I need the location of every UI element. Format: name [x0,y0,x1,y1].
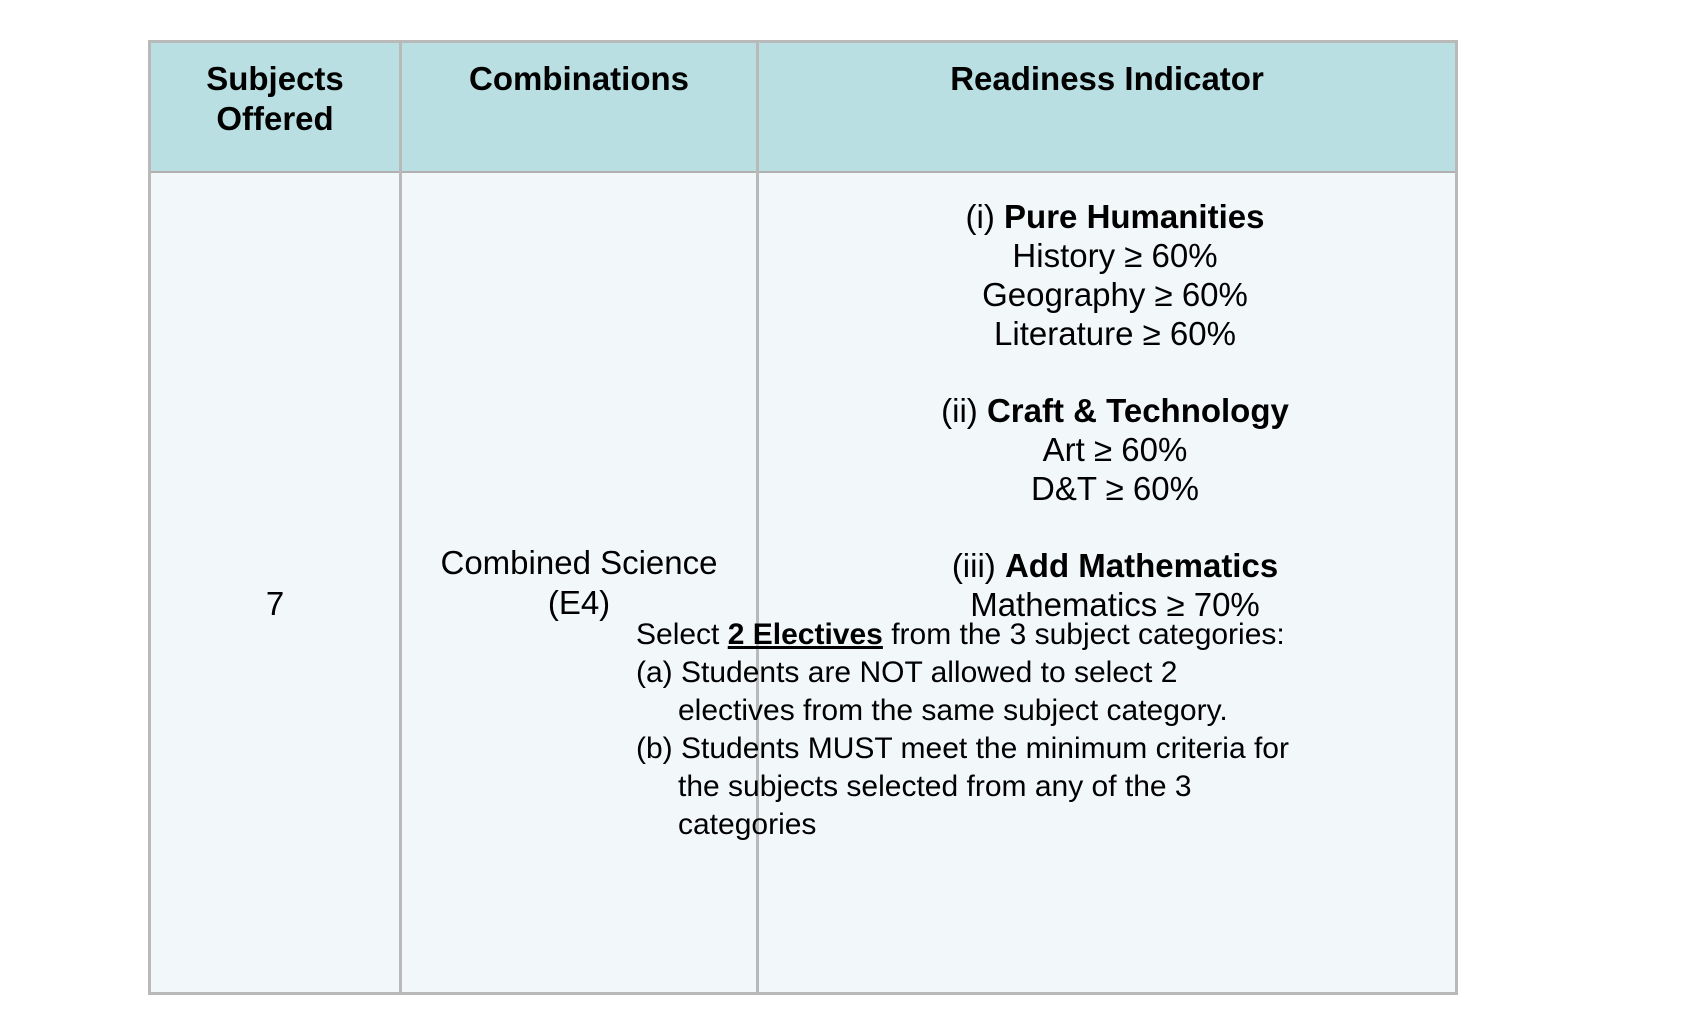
readiness-criteria [759,197,1455,624]
notes-intro: Select 2 Electives from the 3 subject categories: [636,618,1285,651]
category-title: (i) Pure Humanities [965,198,1265,235]
elective-selection-notes [636,616,1296,844]
criterion: Literature ≥ 60% [994,315,1236,352]
criterion: Geography ≥ 60% [982,276,1248,313]
criterion: Art ≥ 60% [1042,431,1188,468]
criterion: History ≥ 60% [1012,237,1218,274]
header-combinations: Combinations [469,60,689,97]
column-divider [399,43,402,992]
subjects-offered-value: 7 [265,585,285,622]
header-readiness-indicator: Readiness Indicator [950,60,1264,97]
electives-table [148,40,1458,995]
category-title: (ii) Craft & Technology [941,392,1289,429]
category-pure-humanities [775,197,1455,353]
criterion: D&T ≥ 60% [1031,470,1199,507]
combination-value: Combined Science (E4) [440,544,718,621]
category-craft-technology [775,391,1455,508]
criterion: Mathematics ≥ 70% [970,586,1260,623]
category-add-mathematics [775,546,1455,624]
electives-count-emphasis: 2 Electives [727,618,883,651]
category-title: (iii) Add Mathematics [951,547,1279,584]
header-subjects-offered: Subjects Offered [206,60,344,137]
note-item-b: (b) Students MUST meet the minimum criteria for the subjects selected from any of the 3 categories [636,732,1289,841]
note-item-a: (a) Students are NOT allowed to select 2 electives from the same subject category. [636,656,1228,727]
